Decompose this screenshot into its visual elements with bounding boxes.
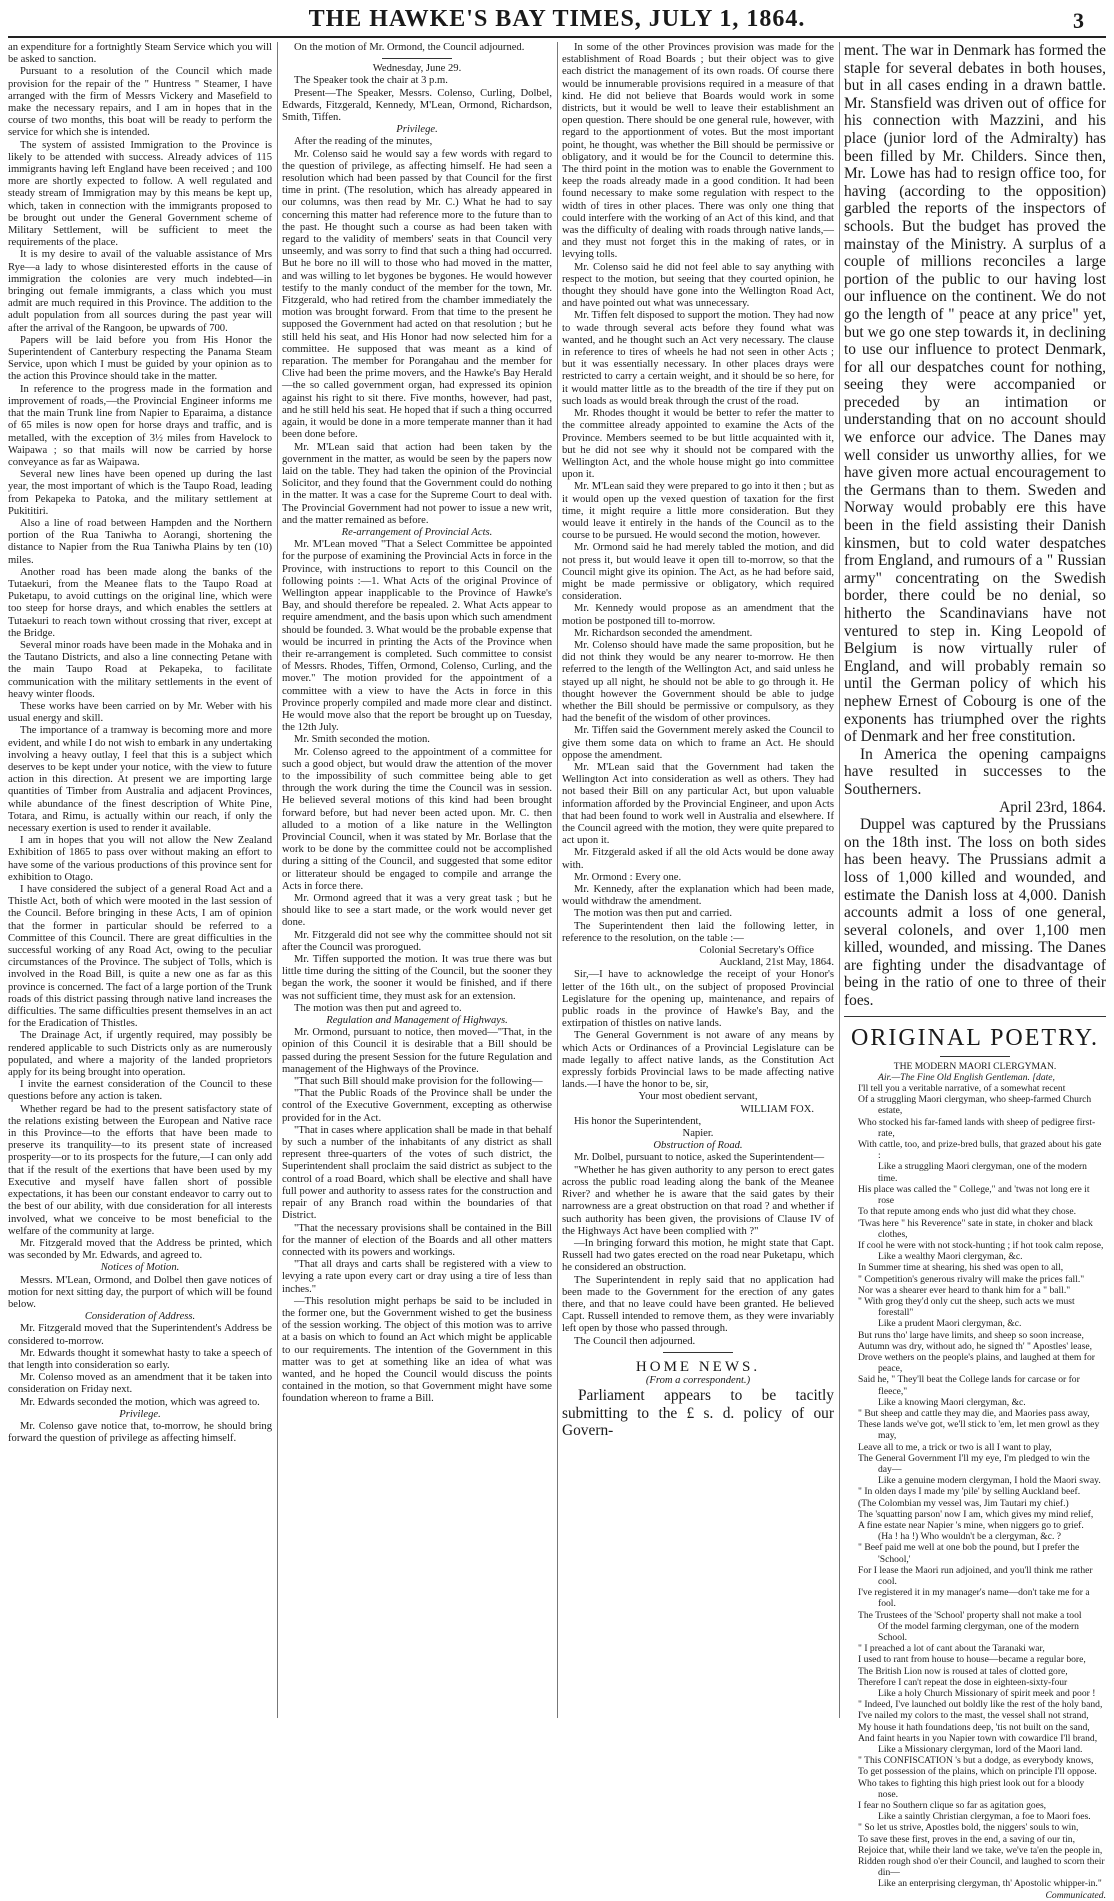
section-heading: Regulation and Management of Highways. <box>326 1015 508 1027</box>
divider <box>663 1352 733 1353</box>
paragraph: Mr. Fitzgerald moved that the Address be printed, which was seconded by Mr. Edwards, and agreed to. <box>8 1237 272 1262</box>
poem-line: But runs tho' large have limits, and sheep so soon increase, <box>858 1329 1084 1341</box>
paragraph: Mr. Ormond, pursuant to notice, then moved—"That, in the opinion of this Council it is desirable that a Bill should be passed during the present Session for the future Regulation and management of the Highways of the Province. <box>282 1027 552 1075</box>
paragraph: Mr. Richardson seconded the amendment. <box>574 627 753 639</box>
poem-line: " Competition's generous rivalry will make the prices fall." <box>858 1273 1085 1285</box>
column-rule <box>277 42 278 1718</box>
paragraph: Pursuant to a resolution of the Council which made provision for the repair of the " Huntress " Steamer, I have arranged with the firm of Messrs Vickery and Masefield to make the necessary repairs, and I am in hopes that in the course of two months, this boat will be ready to perform the service for which she is intended. <box>8 66 272 139</box>
paragraph: Mr. Smith seconded the motion. <box>294 734 430 746</box>
paragraph: In reference to the progress made in the formation and improvement of roads,—the Provincial Engineer informs me that the main Trunk line from Napier to Eparaima, a distance of 65 miles is now open for horse drays and traffic, and is metalled, with the exception of 3½ miles from Havelock to Waipawa ; so that mails will now be carried by horse conveyance as far as Waipawa. <box>8 383 272 468</box>
paragraph: The Superintendent then laid the following letter, in reference to the resolution, on the table :— <box>562 920 834 944</box>
paragraph: Present—The Speaker, Messrs. Colenso, Curling, Dolbel, Edwards, Fitzgerald, Kennedy, M'Lean, Ormond, Richardson, Smith, Tiffen. <box>282 87 552 124</box>
paragraph: The system of assisted Immigration to the Province is likely to be attended with success. Already advices of 115 immigrants having left England have been received ; and 100 more are shortly expected to follow. A well regulated and steady stream of Immigration may by this means be kept up, which, taken in connection with the immigrants proposed to be brought out under the General Government scheme of Military Settlement, will be sufficient to meet the requirements of the place. <box>8 139 272 249</box>
poem-line: To that repute among ends who just did what they chose. <box>858 1206 1077 1218</box>
paragraph: Mr. Colenso said he did not feel able to say anything with respect to the motion, but seeing that they courted opinion, he thought they should have gone into the Wellington Road Act, and have pointed out what was unnecessary. <box>562 261 834 310</box>
poem-line: If cool he were with not stock-hunting ; if hot took calm repose, <box>858 1239 1104 1251</box>
paragraph: Mr. Colenso gave notice that, to-morrow, he should bring forward the question of privilege as affecting himself. <box>8 1420 272 1445</box>
poem-line: " So let us strive, Apostles bold, the niggers' souls to win, <box>858 1822 1079 1834</box>
column-1 <box>8 42 272 1718</box>
paragraph: Another road has been made along the banks of the Tutaekuri, from the Meanee flats to the Taupo Road at Puketapu, to avoid cuttings on the original line, which were too steep for horse drays, and which enables the settlers at Tutaekuri to reach town without crossing that river, except at the Bridge. <box>8 566 272 639</box>
poem-line: I used to rant from house to house—became a regular bore, <box>858 1654 1086 1666</box>
paragraph: Mr. Colenso agreed to the appointment of a committee for such a good object, but would draw the attention of the mover to the impossibility of such committee being able to get through the work during the time the Council was in session. He believed several motions of this kind had been brought forward before, but had never been acted upon. Mr. C. then alluded to a motion of a like nature in the Wellington Provincial Council, when it was stated by Mr. Borlase that the work to be done by the committee could not be accomplished during a sitting of the Council, and suggested that some editor or litterateur should be engaged to compile and arrange the Acts in force there. <box>282 746 552 892</box>
poem-line: These lands we've got, we'll stick to 'em, let men growl as they may, <box>858 1419 1100 1442</box>
section-heading: Obstruction of Road. <box>653 1140 743 1152</box>
paragraph: Mr. Tiffen supported the motion. It was true there was but little time during the sitting of the Council, but the sooner they began the work, the sooner it would be finished, and if there was not sufficient time, they must ask for an extension. <box>282 954 552 1002</box>
poem-refrain: Like a struggling Maori clergyman, one of the modern time. <box>878 1161 1087 1184</box>
poem-line: Autumn was dry, without ado, he signed th' " Apostles' lease, <box>858 1340 1093 1352</box>
paragraph: Mr. Colenso should have made the same proposition, but he did not think they would be any nearer to-morrow. He then referred to the length of the Wellington Act, and said unless he stayed up all night, he should not be able to go through it. He thought however the Government should be able to judge whether the Bill should be permissive or compulsory, as they had the benefit of the wisdom of other provinces. <box>562 639 834 725</box>
paragraph: Mr. M'Lean said that action had been taken by the government in the matter, as would be seen by the papers now laid on the table. They had taken the opinion of the Provincial Solicitor, and they found that the Government could do nothing in the matter. It was a case for the Supreme Court to deal with. The Provincial Government had not power to issue a new writ, and the matter remained as before. <box>282 441 552 526</box>
section-heading: Consideration of Address. <box>84 1311 196 1323</box>
paragraph: These works have been carried on by Mr. Weber with his usual energy and skill. <box>8 700 272 725</box>
paragraph: Mr. Rhodes thought it would be better to refer the matter to the committee already appointed to examine the Acts of the Province. Members seemed to be but little acquainted with it, but he did not see why it should not be compared with the Wellington Act, and the whole house might go into committee upon it. <box>562 408 834 481</box>
poem-line: For I lease the Maori run adjoined, and you'll think me rather cool. <box>858 1564 1093 1587</box>
poem-line: I've registered it in my manager's name—don't take me for a fool. <box>858 1587 1090 1610</box>
paragraph: Messrs. M'Lean, Ormond, and Dolbel then gave notices of motion for next sitting day, the purport of which will be found below. <box>8 1274 272 1310</box>
poem-line: " But sheep and cattle they may die, and Maories pass away, <box>858 1407 1090 1419</box>
poem-line: I'll tell you a veritable narrative, of a somewhat recent <box>858 1083 1066 1095</box>
poem-line: (The Colombian my vessel was, Jim Tautari my chief.) <box>858 1497 1069 1509</box>
paragraph: Mr. Colenso moved as an amendment that it be taken into consideration on Friday next. <box>8 1372 272 1396</box>
poem-line: Leave all to me, a trick or two is all I want to play, <box>858 1441 1052 1453</box>
paragraph: Mr. Edwards thought it somewhat hasty to take a speech of that length into consideration so early. <box>8 1347 272 1371</box>
divider <box>844 1016 1106 1017</box>
poem-line: Nor was a shearer ever heard to thank him for a " ball." <box>858 1284 1071 1296</box>
paragraph: Mr. Fitzgerald moved that the Superintendent's Address be considered to-morrow. <box>8 1323 272 1347</box>
page-number: 3 <box>1073 8 1084 33</box>
poem-line: Who takes to fighting this high priest look out for a bloody nose. <box>858 1777 1085 1800</box>
paragraph: Mr. Edwards seconded the motion, which was agreed to. <box>20 1396 260 1408</box>
poem-line: " In olden days I made my 'pile' by selling Auckland beef. <box>858 1486 1081 1498</box>
poem-line: I've nailed my colors to the mast, the vessel shall not strand, <box>858 1710 1089 1722</box>
masthead-rule <box>8 36 1106 38</box>
paragraph: I have considered the subject of a general Road Act and a Thistle Act, both of which were mooted in the last session of the Council. Before bringing in these Acts, I am of opinion that the former in particular should be referred to a Committee of this Council. There are great difficulties in the successful working of any Road Act, owing to the peculiar circumstances of the Province. The subject of Tolls, which is involved in the Road Bill, is quite a new one as far as this province is concerned. The fact of a large portion of the Trunk roads of this district passing through native land increases the difficulties. The same difficulties present themselves in an act for the Eradication of Thistles. <box>8 884 272 1030</box>
poetry-heading: ORIGINAL POETRY. <box>850 1024 1099 1051</box>
paragraph: I am in hopes that you will not allow the New Zealand Exhibition of 1865 to pass over without making an effort to have some of the various productions of this province sent for exhibition to Otago. <box>8 835 272 883</box>
column-3 <box>562 42 834 1718</box>
paragraph: Mr. M'Lean said that the Government had taken the Wellington Act into consideration as well as others. They had not based their Bill on any particular Act, but upon valuable information afforded by the Provincial Engineer, and upon Acts that had been found to work well in Australia and elsewhere. If the Council agreed with the motion, they were quite prepared to act upon it. <box>562 761 834 847</box>
poem-line: 'Twas here " his Reverence" sate in state, in choker and black clothes, <box>858 1217 1093 1240</box>
paragraph: On the motion of Mr. Ormond, the Council adjourned. <box>294 42 525 53</box>
poem-title: THE MODERN MAORI CLERGYMAN. <box>893 1060 1057 1072</box>
paragraph: Duppel was captured by the Prussians on the 18th inst. The loss on both sides has been heavy. The Prussians admit a loss of 1,000 killed and wounded, and estimate the Danish loss at 4,000. Danish accounts admit a loss of one general, several colonels, and over 1,100 men killed, wounded, and missing. The Danes are fighting under the disadvantage of being in the ratio of one to three of their foes. <box>844 816 1106 1010</box>
paragraph: In some of the other Provinces provision was made for the establishment of Road Boards ; but their object was to give each district the management of its own roads. Of course there would be innumerable provisions required in a measure of that kind. He did not believe that Boards would work in some districts, but it would be well to leave their establishment an open question. There should be one general rule, however, with regard to the apportionment of votes. But the most important point, he thought, was whether the Bill should be permissive or obligatory, and it would be for the Council to determine this. The third point in the motion was to enable the Government to keep the roads already made in a good condition. It had been found necessary to make some regulation with respect to the width of tires in other places. There was only one thing that could interfere with the working of an Act of this kind, and that was the difficulty of dealing with roads through native lands,—and they must not forget this in the making of rates, or in levying tolls. <box>562 42 834 261</box>
letter-place: Auckland, 21st May, 1864. <box>719 957 834 969</box>
poem-line: Therefore I can't repeat the dose in eighteen-sixty-four <box>858 1676 1068 1688</box>
poem-line: " This CONFISCATION 's but a dodge, as everybody knows, <box>858 1755 1094 1767</box>
home-news-subheading: (From a correspondent.) <box>645 1374 751 1386</box>
poem-refrain: Like an enterprising clergyman, th' Apostolic whipper-in." <box>878 1878 1102 1890</box>
poem-line: With cattle, too, and prize-bred bulls, that grazed about his gate : <box>858 1139 1102 1162</box>
poem-refrain: Like a prudent Maori clergyman, &c. <box>878 1318 1022 1330</box>
letter-signature: WILLIAM FOX. <box>740 1103 814 1115</box>
paragraph: I invite the earnest consideration of the Council to these questions before any action is taken. <box>8 1079 272 1103</box>
paragraph: "That the necessary provisions shall be contained in the Bill for the manner of election of the Boards and all other matters connected with its powers and workings. <box>282 1222 552 1258</box>
poem-line: To get possession of the plains, which on principle I'll oppose. <box>858 1766 1097 1778</box>
paragraph: —In bringing forward this motion, he might state that Capt. Russell had two gates erected on the road near Puketapu, which he considered an obstruction. <box>562 1237 834 1274</box>
paragraph: Mr. Fitzgerald asked if all the old Acts would be done away with. <box>562 847 834 871</box>
poem-line: Drove wethers on the people's plains, and laughed at them for peace, <box>858 1351 1095 1375</box>
letter-body: Sir,—I have to acknowledge the receipt of your Honor's letter of the 16th ult., on the subject of proposed Provincial Legislature for the opening up, maintenance, and repairs of public roads in the province of Hawke's Bay, and the extirpation of thistles on native lands. <box>562 969 834 1030</box>
column-rule <box>839 42 840 1718</box>
poem-line: Who stocked his far-famed lands with sheep of pedigree first-rate, <box>858 1116 1096 1139</box>
masthead <box>0 0 1114 38</box>
poem-line: To save these first, proves in the end, a saving of our tin, <box>858 1833 1076 1845</box>
poem-refrain: Like a wealthy Maori clergyman, &c. <box>878 1251 1023 1263</box>
paragraph: Mr. Colenso said he would say a few words with regard to the question of privilege, as affecting himself. He had seen a resolution which had been passed by that Council for the first time in print. (The resolution, which has already appeared in our columns, was then read by Mr. C.) What he had to say concerning this matter had reference more to the future than to the past. He thought such a course as had been taken with regard to the validity of members' seats in that Council very unseemly, and was sorry to find that such a thing had occurred. But he bore no ill will to those who had moved in the matter, and was willing to let bygones be bygones. He would however testify to the manly conduct of the member for the town, Mr. Fitzgerald, who had retired from the chamber immediately the motion was brought forward. From that time to the present he supposed the Government had acted on that resolution ; but he still held his seat, and His Honor had now selected him for a committee. He supposed that was meant as a kind of reparation. The member for Porangahau and the member for Clive had been the prime movers, and the Hawke's Bay Herald—the so called government organ, had expressed its opinion against his right to sit there. Five months, however, had past, and he still held his seat. He hoped that if such a thing occurred again, it would be done in a more temperate manner than it had been done before. <box>282 148 552 441</box>
letter-heading: Colonial Secretary's Office <box>699 945 814 957</box>
paragraph: Mr. M'Lean moved "That a Select Committee be appointed for the purpose of examining the Provincial Acts in force in the Province, with instructions to report to this Council on the following points :—1. What Acts of the original Province of Wellington appear inapplicable to the Province of Hawke's Bay, and should therefore be repealed. 2. What Acts appear to require amendment, and the basis upon which such amendment should be founded. 3. What would be the probable expense that would be incurred in printing the Acts of the Province when their re-arrangement is completed. Such committee to consist of Messrs. Rhodes, Tiffen, Ormond, Colenso, Curling, and the mover." The motion provided for the appointment of a committee with a view to have the Acts in force in this Province properly compiled and made more clear and distinct. He would move also that the report be brought up on Tuesday, the 12th July. <box>282 539 552 734</box>
paragraph: The Drainage Act, if urgently required, may possibly be rendered applicable to such Districts only as are numerously populated, and where a majority of the landed proprietors apply for its being brought into operation. <box>8 1030 272 1079</box>
paragraph: Mr. Kennedy would propose as an amendment that the motion be postponed till to-morrow. <box>562 603 834 627</box>
paragraph: The Superintendent in reply said that no application had been made to the Government for the erection of any gates there, and that no leave could have been granted. He believed Capt. Russell intended to remove them, as they were invariably left open by those who passed through. <box>562 1274 834 1335</box>
paragraph: In America the opening campaigns have resulted in successes to the Southerners. <box>844 745 1106 798</box>
divider <box>940 1056 1010 1057</box>
poem-refrain: Like a holy Church Missionary of spirit meek and poor ! <box>878 1688 1096 1700</box>
section-heading: Privilege. <box>396 124 438 136</box>
poem-line: The British Lion now is roused at tales of clotted gore, <box>858 1665 1068 1677</box>
paragraph: It is my desire to avail of the valuable assistance of Mrs Rye—a lady to whose disinterested efforts in the cause of immigration the colonies are very much indebted—in bringing out female immigrants, a class which you must admit are much required in this Province. The addition to the adult population from all sources during the past year will after the arrival of the Rangoon, be upwards of 700. <box>8 249 272 334</box>
paragraph: —This resolution might perhaps be said to be included in the former one, but the Government wished to get the business of the session working. The object of this motion was to arrive at a basis on which to found an Act which might be applicable to our requirements. The intention of the Government in this matter was to get at something like an idea of what was wanted, and he hoped the Council would discuss the points contained in the motion, so that Government might have some foundation whereon to frame a Bill. <box>282 1295 552 1405</box>
poem-line: Rejoice that, while their land we take, we've ta'en the people in, <box>858 1844 1103 1856</box>
paragraph: "That in cases where application shall be made in that behalf by such a number of the inhabitants of any district as shall represent three-quarters of the votes of such district, the Superintendent shall proclaim the said district as subject to the control of a road Board, which shall be elective and shall have full power and authority to assess rates for the construction and repair of any Branch road within the boundaries of that District. <box>282 1124 552 1222</box>
paragraph: The Council then adjourned. <box>574 1335 696 1347</box>
paragraph: Parliament appears to be tacitly submitting to the £ s. d. policy of our Govern- <box>562 1387 834 1440</box>
paragraph: After the reading of the minutes, <box>294 136 433 148</box>
dateline: April 23rd, 1864. <box>999 798 1106 816</box>
poem-line: The General Government I'll my eye, I'm pledged to win the day— <box>858 1452 1090 1475</box>
poem-refrain: Like a saintly Christian clergyman, a foe to Maori foes. <box>878 1811 1091 1823</box>
poem-refrain: Of the model farming clergyman, one of the modern School. <box>878 1620 1079 1644</box>
column-4 <box>844 42 1106 1901</box>
paragraph: an expenditure for a fortnightly Steam Service which you will be asked to sanction. <box>8 42 272 66</box>
paragraph: Mr. Dolbel, pursuant to notice, asked the Superintendent— <box>574 1152 825 1164</box>
poem-refrain: Like a genuine modern clergyman, I hold the Maori sway. <box>878 1475 1101 1487</box>
poem-line: I fear no Southern clique so far as agitation goes, <box>858 1800 1047 1812</box>
section-heading: Privilege. <box>119 1408 161 1420</box>
paragraph: Several minor roads have been made in the Mohaka and in the Tautano Districts, and also a line connecting Petane with the main Taupo Road at Pekapeka, to facilitate communication with the military settlements in the event of heavy winter floods. <box>8 639 272 700</box>
paragraph: The importance of a tramway is becoming more and more evident, and while I do not wish to embark in any undertaking involving a heavy outlay, I feel that this is a subject which deserves to be kept under your notice, with the view to future action in this direction. At present we are importing large quantities of Timber from Australia and adjacent Provinces, while abundance of the finest description of White Pine, Totara, and Rimu, is actually within our reach, if only the necessary exertion is used to render it available. <box>8 725 272 834</box>
paragraph: The motion was then put and agreed to. <box>294 1002 462 1014</box>
poem-refrain: Like a Missionary clergyman, lord of the Maori land. <box>878 1744 1083 1756</box>
paragraph: Papers will be laid before you from His Honor the Superintendent of Canterbury respecting the Panama Steam Service, upon which I must be guided by your opinion as to the action this Province should take in the matter. <box>8 334 272 383</box>
paragraph: The motion was then put and carried. <box>574 908 732 920</box>
poem-line: Said he, " They'll beat the College lands for carcase or for fleece," <box>858 1374 1080 1397</box>
poem-line: " Indeed, I've launched out boldly like the rest of the holy band, <box>858 1699 1103 1711</box>
column-2 <box>282 42 552 1718</box>
paragraph: Mr. Ormond agreed that it was a very great task ; but he should like to see a start made, or the work would never get done. <box>282 893 552 929</box>
poem-line: The Trustees of the 'School' property shall not make a tool <box>858 1609 1082 1621</box>
column-rule <box>557 42 558 1718</box>
poem-air: Air.—The Fine Old English Gentleman. [date, <box>878 1071 1055 1083</box>
poem-line: In Summer time at shearing, his shed was open to all, <box>858 1262 1064 1274</box>
paragraph: Mr. M'Lean said they were prepared to go into it then ; but as it would open up the vexed question of taxation for the first time, it might require a little more consideration. But they would leave it entirely in the hands of the Council as to the course to be pursued. He would second the motion, however. <box>562 481 834 542</box>
poem-line: Of a struggling Maori clergyman, who sheep-farmed Church estate, <box>858 1094 1092 1117</box>
paragraph: Also a line of road between Hampden and the Northern portion of the Rua Taniwha to Aorangi, shortening the distance to Napier from the Rua Taniwha Plains by ten (10) miles. <box>8 517 272 566</box>
paragraph: "That the Public Roads of the Province shall be under the control of the Executive Government, excepting as otherwise provided for in the Act. <box>282 1088 552 1124</box>
letter-recipient-place: Napier. <box>682 1128 714 1140</box>
paragraph: Mr. Kennedy, after the explanation which had been made, would withdraw the amendment. <box>562 884 834 908</box>
poem-line: The 'squatting parson' now I am, which gives my mind relief, <box>858 1508 1094 1520</box>
poem-line: My house it hath foundations deep, 'tis not built on the sand, <box>858 1721 1090 1733</box>
letter-body: The General Government is not aware of any means by which Acts or Ordinances of a Provincial Legislature can be made legally to affect native lands, as the Constitution Act expressly forbids Provincial laws to be made affecting native lands.—I have the honor to be, sir, <box>562 1030 834 1091</box>
section-heading: Notices of Motion. <box>100 1262 180 1274</box>
poem <box>844 1061 1106 1901</box>
poem-signoff: Communicated. <box>1045 1889 1106 1901</box>
paragraph: Mr. Tiffen felt disposed to support the motion. They had now to wade through several acts before they found what was wanted, and he thought such an Act very necessary. The clause in reference to tires of wheels he had not seen in other Acts ; but it was essentially necessary. In other places drays were restricted to carry a certain weight, and it should be so here, for it would matter little as to the breadth of the tire if they put on such loads as would break through the crust of the road. <box>562 310 834 407</box>
paragraph: Mr. Tiffen said the Government merely asked the Council to give them some data on which to frame an Act. He should oppose the amendment. <box>562 725 834 761</box>
paragraph: ment. The war in Denmark has formed the staple for several debates in both houses, but in all cases ending in a drawn battle. Mr. Stansfield was driven out of office for his connection with Mazzini, and his place (junior lord of the Admiralty) has been filled by Mr. Childers. Since then, Mr. Lowe has had to resign office too, for having (according to the opposition) garbled the reports of the inspectors of schools. But the budget has proved the mainstay of the Ministry. A surplus of a couple of millions reconciles a large portion of the public to our having lost our influence on the continent. We do not go the length of " peace at any price" yet, but we go one step towards it, in declining to use our influence to protect Denmark, for all our despatches count for nothing, seeing they were accompanied or preceded by an intimation or understanding that on no account should we enforce our advice. The Danes may well consider us unworthy allies, for we have given more actual encouragement to the Germans than to them. Sweden and Norway would probably ere this have been in the field assisting their Danish kinsmen, but to cold water despatches from England, and rumours of a " Russian army" concentrating on the Swedish border, there could be no denial, so hitherto the Scandinavians have not ventured to step in. King Leopold of Belgium is now virtually ruler of England, and will probably remain so until the German policy of which his nephew Ernest of Cobourg is one of the exponents has triumphed over the rights of Denmark and her free constitution. <box>844 42 1106 746</box>
poem-line: " Beef paid me well at one bob the pound, but I prefer the 'School,' <box>858 1542 1080 1565</box>
paragraph: Mr. Ormond : Every one. <box>574 871 682 883</box>
poem-line: A fine estate near Napier 's mine, when niggers go to grief. <box>858 1519 1084 1531</box>
poem-line: " With grog they'd only cut the sheep, such acts we must forestall" <box>858 1295 1075 1319</box>
paragraph: "That such Bill should make provision for the following— <box>294 1076 543 1088</box>
poem-line: Ridden rough shod o'er their Council, and laughed to scorn their din— <box>858 1856 1105 1879</box>
date-heading: Wednesday, June 29. <box>372 63 462 75</box>
letter-close: Your most obedient servant, <box>638 1091 758 1103</box>
home-news-heading: HOME NEWS. <box>635 1358 761 1375</box>
letter-recipient: His honor the Superintendent, <box>574 1115 702 1127</box>
paragraph: The Speaker took the chair at 3 p.m. <box>294 75 448 87</box>
paragraph: "That all drays and carts shall be registered with a view to levying a rate upon every cart or dray using a tire of less than inches." <box>282 1259 552 1295</box>
poem-refrain: Like a knowing Maori clergyman, &c. <box>878 1396 1026 1408</box>
paragraph: Mr. Fitzgerald did not see why the committee should not sit after the Council was prorogued. <box>282 929 552 953</box>
newspaper-title: THE HAWKE'S BAY TIMES, JULY 1, 1864. <box>308 6 806 32</box>
poem-refrain: (Ha ! ha !) Who wouldn't be a clergyman, &c. ? <box>878 1531 1062 1543</box>
poem-line: And faint hearts in you Napier town with cowardice I'll brand, <box>858 1732 1098 1744</box>
poem-line: " I preached a lot of cant about the Taranaki war, <box>858 1643 1045 1655</box>
paragraph: "Whether he has given authority to any person to erect gates across the public road leading along the bank of the Meanee River? and whether he is aware that the said gates by their narrowness are a great obstruction on that road ? and whether if such authority has been given, the provisions of Clause IV of the Highways Act have been complied with ?" <box>562 1164 834 1237</box>
paragraph: Whether regard be had to the present satisfactory state of the relations existing between the European and Native race in this Province—to the efforts that have been made to preserve its tranquility—to its present state of increased prosperity—or to its prospects for the future,—I can only add that if the result of the exertions that have been used by my Executive and myself have fallen short of possible expectations, it has been our constant endeavor to carry out to the best of our ability, with due consideration for all interests involved, what we conceive to be most beneficial to the welfare of the community at large. <box>8 1103 272 1237</box>
poem-line: His place was called the " College," and 'twas not long ere it rose <box>858 1183 1090 1207</box>
paragraph: Several new lines have been opened up during the last year, the most important of which is the Taupo Road, leading from Pekapeka to Patoka, and the military settlement at Pukititiri. <box>8 469 272 517</box>
divider <box>382 58 452 59</box>
section-heading: Re-arrangement of Provincial Acts. <box>341 526 493 538</box>
paragraph: Mr. Ormond said he had merely tabled the motion, and did not press it, but would leave it open till to-morrow, so that the Council might give its opinion. The Act, as he had before said, might be made permissive or obligatory, which required consideration. <box>562 542 834 603</box>
